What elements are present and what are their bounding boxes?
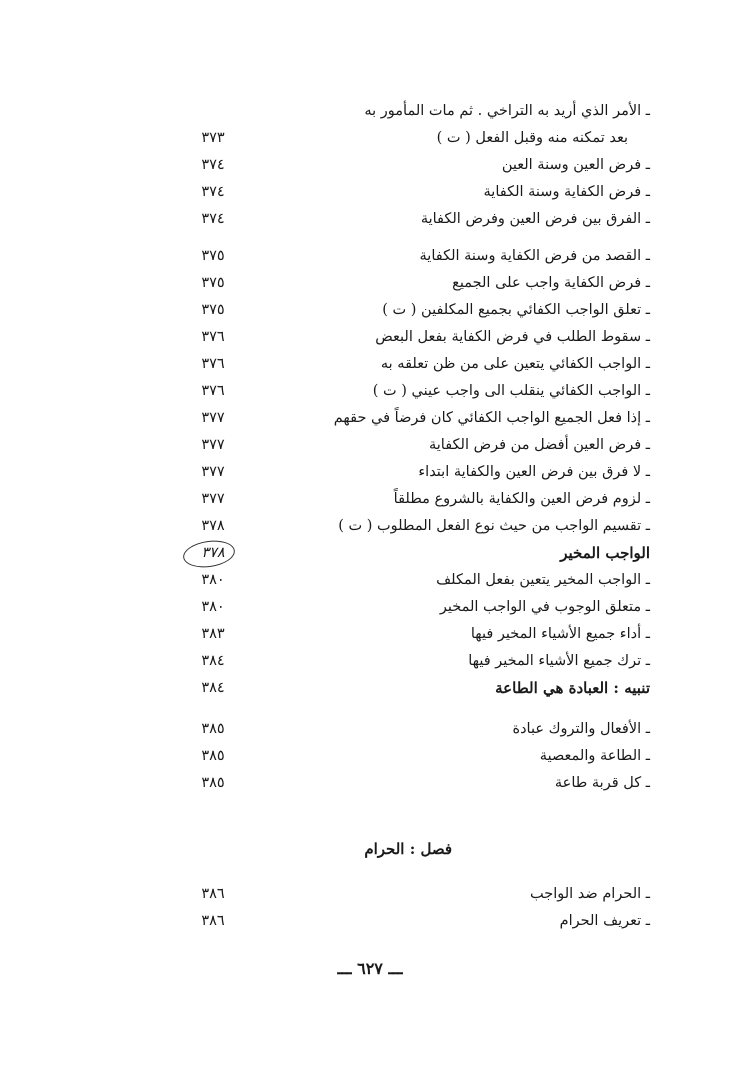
toc-entry-title: ـ سقوط الطلب في فرض الكفاية بفعل البعض xyxy=(375,329,650,345)
toc-entry-title: ـ الأمر الذي أريد به التراخي . ثم مات المأمور به xyxy=(364,103,650,119)
toc-entry-page: ٣٧٣ xyxy=(201,130,225,146)
toc-entry-title: ـ أداء جميع الأشياء المخير فيها xyxy=(470,626,650,642)
toc-entry-page: ٣٨٠ xyxy=(201,572,225,588)
toc-entry-page: ٣٨٤ xyxy=(201,680,225,696)
toc-entry-title: ـ كل قربة طاعة xyxy=(554,775,650,791)
toc-heading: الواجب المخير xyxy=(560,544,650,562)
toc-entry-page: ٣٧٦ xyxy=(201,383,225,399)
toc-entry-title: ـ تعلق الواجب الكفائي بجميع المكلفين ( ت ) xyxy=(382,302,650,318)
toc-entry-page: ٣٧٥ xyxy=(201,275,225,291)
toc-entry-title: ـ الأفعال والتروك عبادة xyxy=(512,721,650,737)
toc-entry-title: ـ لزوم فرض العين والكفاية بالشروع مطلقاً xyxy=(393,491,650,507)
toc-entry-title: بعد تمكنه منه وقبل الفعل ( ت ) xyxy=(436,130,628,146)
toc-entry-title: ـ القصد من فرض الكفاية وسنة الكفاية xyxy=(419,248,650,264)
toc-entry-title: ـ تقسيم الواجب من حيث نوع الفعل المطلوب ( ت ) xyxy=(338,518,650,534)
toc-entry-title: ـ الواجب الكفائي ينقلب الى واجب عيني ( ت ) xyxy=(372,383,650,399)
toc-entry-page: ٣٧٦ xyxy=(201,329,225,345)
toc-entry-title: ـ لا فرق بين فرض العين والكفاية ابتداء xyxy=(418,464,650,480)
toc-entry-title: ـ فرض الكفاية وسنة الكفاية xyxy=(483,184,650,200)
toc-entry-page: ٣٨٤ xyxy=(201,653,225,669)
toc-entry-title: ـ الواجب الكفائي يتعين على من ظن تعلقه به xyxy=(380,356,650,372)
toc-entry-title: ـ الطاعة والمعصية xyxy=(539,748,650,764)
toc-entry-title: ـ فرض العين وسنة العين xyxy=(501,157,650,173)
toc-entry-title: ـ ترك جميع الأشياء المخير فيها xyxy=(468,653,650,669)
toc-entry-page: ٣٧٧ xyxy=(201,491,225,507)
toc-entry-title: ـ فرض العين أفضل من فرض الكفاية xyxy=(428,437,650,453)
toc-entry-page: ٣٧٧ xyxy=(201,437,225,453)
toc-entry-title: ـ إذا فعل الجميع الواجب الكفائي كان فرضاً في حقهم xyxy=(333,410,650,426)
toc-entry-page: ٣٧٤ xyxy=(201,211,225,227)
toc-entry-page: ٣٧٤ xyxy=(201,157,225,173)
toc-entry-page: ٣٧٨ xyxy=(201,518,225,534)
toc-entry-page: ٣٨٦ xyxy=(201,886,225,902)
toc-entry-title: ـ الحرام ضد الواجب xyxy=(530,886,650,902)
toc-entry-page: ٣٨٦ xyxy=(201,913,225,929)
toc-entry-title: ـ الواجب المخير يتعين بفعل المكلف xyxy=(436,572,650,588)
toc-entry-title: ـ متعلق الوجوب في الواجب المخير xyxy=(439,599,650,615)
toc-entry-page-circled: ٣٧٨ xyxy=(201,545,225,561)
toc-entry-page: ٣٧٥ xyxy=(201,302,225,318)
toc-entry-title: ـ الفرق بين فرض العين وفرض الكفاية xyxy=(420,211,650,227)
toc-entry-page: ٣٨٠ xyxy=(201,599,225,615)
toc-entry-page: ٣٨٥ xyxy=(201,721,225,737)
toc-entry-page: ٣٨٥ xyxy=(201,748,225,764)
toc-entry-page: ٣٧٦ xyxy=(201,356,225,372)
toc-entry-page: ٣٧٥ xyxy=(201,248,225,264)
toc-entry-title: ـ فرض الكفاية واجب على الجميع xyxy=(452,275,650,291)
toc-entry-page: ٣٧٤ xyxy=(201,184,225,200)
page-number: ـــ ٦٢٧ ـــ xyxy=(337,959,403,978)
section-title: فصل : الحرام xyxy=(364,840,452,858)
toc-entry-title: ـ تعريف الحرام xyxy=(559,913,650,929)
toc-entry-page: ٣٨٣ xyxy=(201,626,225,642)
toc-heading: تنبيه : العبادة هي الطاعة xyxy=(495,679,650,697)
toc-entry-page: ٣٨٥ xyxy=(201,775,225,791)
toc-entry-page: ٣٧٧ xyxy=(201,464,225,480)
toc-entry-page: ٣٧٧ xyxy=(201,410,225,426)
